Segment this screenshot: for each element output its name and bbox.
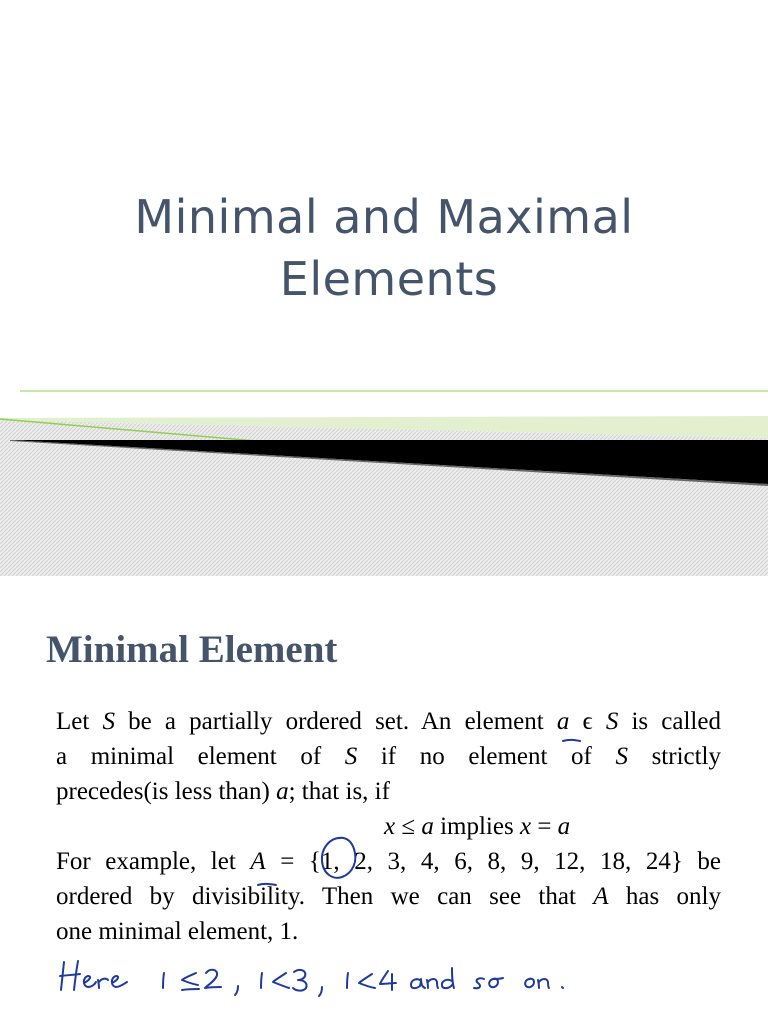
ink-note-stroke — [61, 962, 64, 990]
example-line-2: ordered by divisibility. Then we can see that A has only — [56, 883, 721, 910]
example-line-1: For example, let A = {1, 2, 3, 4, 6, 8, 9, 12, 18, 24} be — [56, 848, 721, 875]
example-paragraph — [56, 844, 721, 949]
definition-line-3: precedes(is less than) a; that is, if — [56, 778, 390, 805]
definition-line-1: Let S be a partially ordered set. An element a ϵ S is called — [56, 708, 721, 735]
content-slide — [0, 576, 768, 1024]
section-heading: Minimal Element — [46, 628, 338, 671]
decorative-banner — [0, 380, 768, 576]
example-line-3: one minimal element, 1. — [56, 918, 299, 945]
definition-text — [56, 704, 721, 949]
definition-formula: x ≤ a implies x = a — [384, 813, 571, 840]
slide-title — [0, 186, 768, 310]
slide-title-line2: Elements — [279, 252, 499, 306]
definition-paragraph — [56, 704, 721, 844]
definition-line-2: a minimal element of S if no element of S strictly — [56, 743, 721, 770]
slide-title-line1: Minimal and Maximal — [134, 190, 634, 244]
